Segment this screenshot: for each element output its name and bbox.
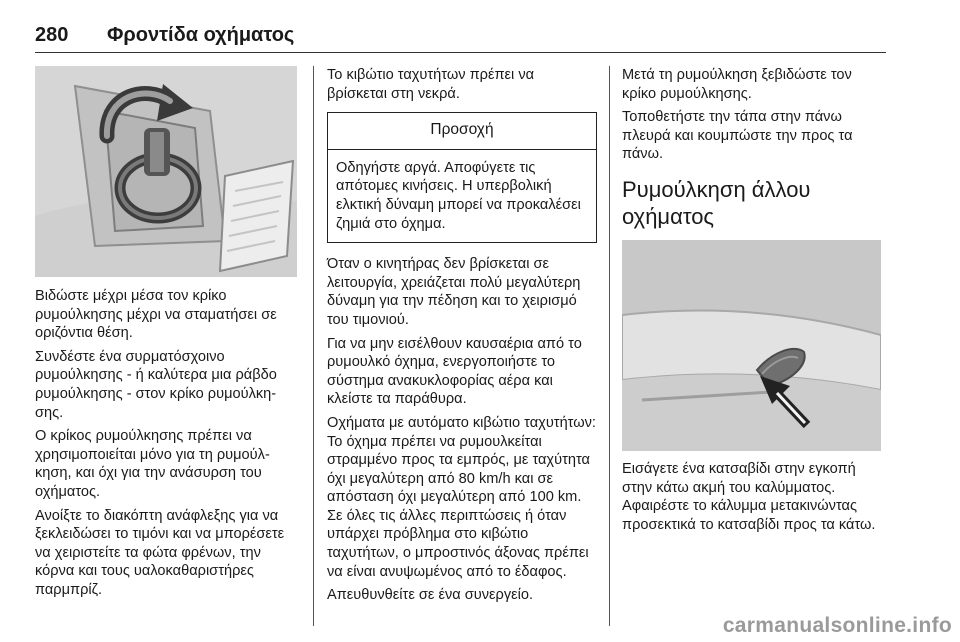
- caution-box: [327, 112, 597, 243]
- caution-text: Οδηγήστε αργά. Αποφύγετε τις απότομες κινήσεις. Η υπερβολική ελκτική δύναμη μπορεί να προκαλέσει ζημιά στο όχημα.: [336, 159, 581, 232]
- paragraph: Τοποθετήστε την τάπα στην πάνω πλευρά και κουμπώστε την προς τα πάνω.: [622, 109, 853, 163]
- header-rule: [35, 52, 886, 53]
- paragraph: Για να μην εισέλθουν καυσαέρια από το ρυμουλκό όχημα, ενεργοποιήστε το σύστημα ανακυκλοφορίας αέρα και κλείστε τα παράθυρα.: [327, 335, 582, 408]
- paragraph: Απευθυνθείτε σε ένα συνεργείο.: [327, 587, 534, 604]
- paragraph: Μετά τη ρυμούλκηση ξεβιδώστε τον κρίκο ρυμούλκησης.: [622, 67, 852, 102]
- caution-title: Προσοχή: [328, 113, 596, 150]
- paragraph: Βιδώστε μέχρι μέσα τον κρίκο ρυμούλκησης μέχρι να σταματήσει σε οριζόντια θέση.: [35, 288, 277, 342]
- paragraph: Οχήματα με αυτόματο κιβώτιο ταχυτήτων: Το όχημα πρέπει να ρυμουλκείται στραμμένο προς τα εμπρός, με ταχύτητα όχι μεγαλύτερη από 80 km/h και σε απόσταση όχι μεγαλύτερη από 100 km. Σε όλες τις άλλες περιπτώσεις ή όταν υπάρχει πρόβλημα στο κιβώτιο ταχυτήτων, ο μπροστινός άξονας πρέπει να είναι ανυψωμένος από το έδαφος.: [327, 414, 596, 580]
- towing-eye-illustration: [35, 66, 297, 277]
- paragraph: Συνδέστε ένα συρματόσχοινο ρυμούλκησης - ή καλύτερα μια ράβδο ρυμούλκησης - στον κρίκο ρυμούλκησης.: [35, 348, 277, 421]
- column-divider: [609, 66, 610, 626]
- column-left: [35, 287, 297, 605]
- page-header: [35, 24, 885, 54]
- watermark: carmanualsonline.info: [722, 614, 952, 637]
- paragraph: Όταν ο κινητήρας δεν βρίσκεται σε λειτουργία, χρειάζεται πολύ μεγαλύτερη δύναμη για την πέδηση και το χειρισμό του τιμονιού.: [327, 256, 581, 328]
- paragraph: Ανοίξτε το διακόπτη ανάφλεξης για να ξεκλειδώσει το τιμόνι και να μπορέσετε να χειριστείτε τα φώτα φρένων, την κόρνα και τους υαλοκαθαριστήρες παρμπρίζ.: [35, 507, 285, 598]
- rear-bumper-cover-illustration: [622, 240, 881, 451]
- page-number: 280: [35, 24, 69, 46]
- column-right-lower: [622, 460, 887, 539]
- chapter-title: Φροντίδα οχήματος: [107, 24, 295, 46]
- column-middle: [327, 66, 597, 610]
- paragraph: Το κιβώτιο ταχυτήτων πρέπει να βρίσκεται στη νεκρά.: [327, 67, 535, 102]
- paragraph: Ο κρίκος ρυμούλκησης πρέπει να χρησιμοποιείται μόνο για τη ρυμούλκηση, και όχι για την ανάσυρση του οχήματος.: [35, 428, 270, 500]
- column-divider: [313, 66, 314, 626]
- paragraph: Εισάγετε ένα κατσαβίδι στην εγκοπή στην κάτω ακμή του καλύμματος. Αφαιρέστε το κάλυμμα μετακινώντας προσεκτικά το κατσαβίδι προς τα κάτω.: [622, 461, 876, 533]
- section-heading: Ρυμούλκηση άλλου οχήματος: [622, 176, 811, 229]
- column-right: [622, 66, 887, 240]
